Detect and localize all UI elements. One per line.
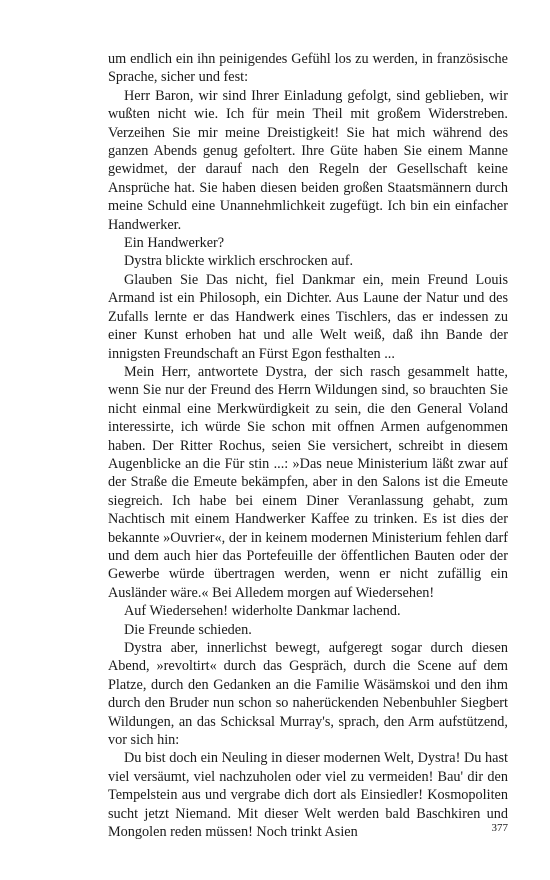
paragraph: Ein Handwerker? — [124, 235, 225, 252]
paragraph: Glauben Sie Das nicht, fiel Dankmar ein, mein Freund Louis Armand ist ein Philosoph, ein Dichter. Aus Laune der Natur und des Zufalls lernte er das Handwerk eines Tischlers, das er indessen zu einer Kunst erhoben hat und alle Welt weiß, daß ihn Bande der innigsten Freundschaft an Fürst Egon festhalten ... — [108, 271, 508, 362]
page-number: 377 — [491, 822, 508, 834]
paragraph: Dystra blickte wirklich erschrocken auf. — [124, 253, 354, 270]
paragraph: Die Freunde schieden. — [124, 621, 252, 638]
paragraph: Mein Herr, antwortete Dystra, der sich rasch gesammelt hatte, wenn Sie nur der Freund des Herrn Wildungen sind, so brauchten Sie nicht einmal eine Merkwürdigkeit zu sein, die den General Voland interessirte, ich würde Sie schon mit offnen Armen aufgenommen haben. Der Ritter Rochus, seien Sie versichert, schreibt in diesem Augenblicke an die Für stin ...: »Das neue Ministerium läßt zwar auf der Straße die Emeute bekämpfen, aber in den Salons ist die Emeute siegreich. Ich habe bei einem Diner Veranlassung gehabt, zum Nachtisch mit einem Handwerker Kaffee zu trinken. Es ist dies der bekannte »Ouvrier«, der in keinem modernen Ministerium fehlen darf und dem auch hier das Portefeuille der öffentlichen Bauten oder der Gewerbe würde übertragen werden, wenn er nicht zufällig ein Ausländer wäre.« Bei Alledem morgen auf Wiedersehen! — [108, 363, 508, 601]
paragraph: Dystra aber, innerlichst bewegt, aufgeregt sogar durch diesen Abend, »revoltirt« durch das Gespräch, durch die Scene auf dem Platze, durch den Gedanken an die Familie Wäsämskoi und den ihm durch den Bruder nun schon so naherückenden Nebenbuhler Siegbert Wildungen, an das Schicksal Murray's, sprach, den Arm aufstützend, vor sich hin: — [108, 640, 508, 749]
body-text — [108, 50, 508, 841]
paragraph-continuation: um endlich ein ihn peinigendes Gefühl los zu werden, in französische Sprache, sicher und fest: — [108, 51, 508, 86]
paragraph: Herr Baron, wir sind Ihrer Einladung gefolgt, sind geblieben, wir wußten nicht wie. Ich für mein Theil mit großem Widerstreben. Verzeihen Sie mir meine Dreistigkeit! Sie hat mich während des ganzen Abends genug gefoltert. Ihre Güte haben Sie einem Manne gewidmet, der darauf nach den Regeln der Gesellschaft keine Ansprüche hat. Sie haben diesen beiden großen Staatsmännern durch meine Schuld eine Unannehmlichkeit zugefügt. Ich bin ein einfacher Handwerker. — [108, 87, 508, 233]
paragraph: Du bist doch ein Neuling in dieser modernen Welt, Dystra! Du hast viel versäumt, viel nachzuholen oder viel zu vermeiden! Bau' dir den Tempelstein aus und vergrabe dich dort als Einsiedler! Kosmopoliten sucht jetzt Niemand. Mit dieser Welt werden bald Baschkiren und Mongolen reden müssen! Noch trinkt Asien — [108, 750, 508, 841]
paragraph: Auf Wiedersehen! widerholte Dankmar lachend. — [124, 603, 401, 620]
